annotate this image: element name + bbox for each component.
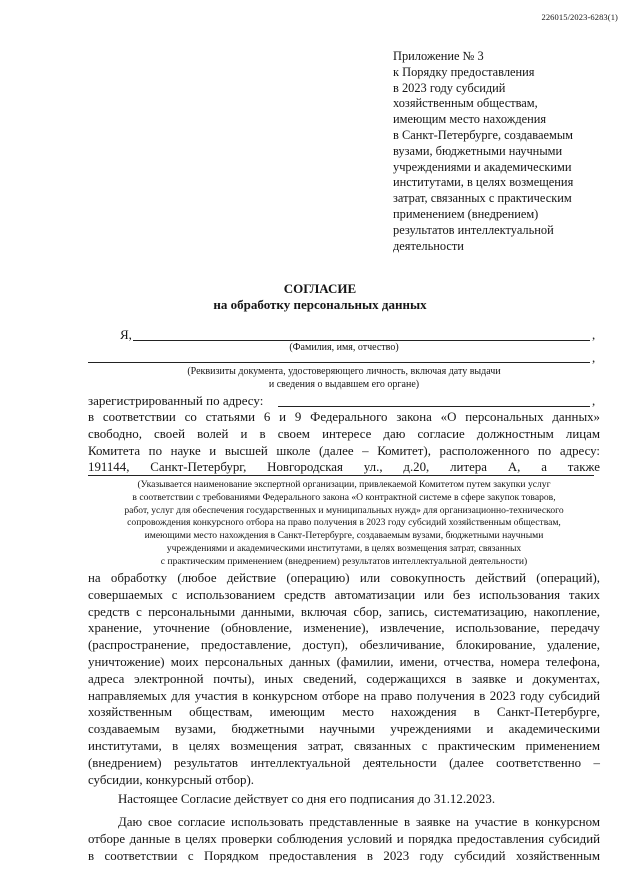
annex-line: учреждениями и академическими <box>393 159 572 174</box>
title-main: СОГЛАСИЕ <box>283 281 357 296</box>
paragraph-line: на обработку (любое действие (операцию) или совокупность действий (операций), <box>88 571 600 585</box>
comma: , <box>592 327 596 342</box>
paragraph-line: в соответствии с Порядком предоставления в 2023 году субсидий хозяйственным <box>88 848 600 863</box>
caption-expert-organization <box>88 479 600 569</box>
caption-line: работ, услуг для обеспечения государственных и муниципальных нужд» для организационно-технического <box>124 504 564 516</box>
paragraph-line: Настоящее Согласие действует со дня его подписания до 31.12.2023. <box>118 792 496 806</box>
document-fill-line[interactable] <box>88 362 590 363</box>
paragraph-line: уничтожение) моих персональных данных (фамилии, имени, отчества, номера телефона, <box>88 654 600 669</box>
paragraph-line: создаваемым вузами, бюджетными научными учреждениями и академическими <box>88 722 600 737</box>
annex-line: применением (внедрением) <box>393 206 539 221</box>
caption-line: в соответствии с требованиями Федерального закона «О контрактной системе в сфере закупок товаров, <box>132 491 556 503</box>
document-number: 226015/2023-6283(1) <box>541 12 618 22</box>
paragraph-line: хозяйственным обществам, имеющим место нахождения в Санкт-Петербурге, <box>88 705 600 720</box>
comma: , <box>592 393 596 408</box>
i-label: Я, <box>120 327 132 342</box>
caption-name: (Фамилия, имя, отчество) <box>289 342 399 353</box>
address-label: зарегистрированный по адресу: <box>88 393 264 408</box>
caption-line: учреждениями и академическими институтами, в целях возмещения затрат, связанных <box>166 542 522 554</box>
annex-line: затрат, связанных с практическим <box>393 191 572 206</box>
address-fill-line[interactable] <box>278 406 590 407</box>
caption-document-line: и сведения о выдавшем его органе) <box>268 379 420 391</box>
annex-line: институтами, в целях возмещения <box>393 175 574 190</box>
paragraph-line: отборе данные в целях проверки соблюдения условий и порядка предоставления субсидий <box>88 831 600 846</box>
title-sub: на обработку персональных данных <box>213 297 427 312</box>
document-title <box>0 281 640 313</box>
paragraph-line: совершаемых с использованием средств автоматизации или без использования таких <box>88 587 600 602</box>
caption-line: имеющими место нахождения в Санкт-Петербурге, создаваемым вузами, бюджетными научными <box>144 530 544 542</box>
paragraph-consent-intro <box>88 409 600 476</box>
expert-org-fill-line[interactable] <box>88 475 594 476</box>
paragraph-line: Даю свое согласие использовать представленные в заявке на участие в конкурсном <box>118 815 600 829</box>
comma: , <box>592 350 596 365</box>
paragraph-line: 191144, Санкт-Петербург, Новгородская ул., д.20, литера А, а также <box>88 460 600 475</box>
paragraph-validity <box>88 791 600 808</box>
paragraph-line: (внедрением) результатов интеллектуальной деятельности (далее соответственно – <box>88 755 600 770</box>
paragraph-line: в соответствии со статьями 6 и 9 Федерального закона «О персональных данных» <box>88 410 600 424</box>
annex-line: Приложение № 3 <box>393 49 484 63</box>
annex-line: деятельности <box>393 238 464 253</box>
annex-line: вузами, бюджетными научными <box>393 143 563 158</box>
annex-line: имеющим место нахождения <box>393 112 547 127</box>
paragraph-line: субсидии, конкурсный отбор). <box>88 772 255 787</box>
paragraph-line: адреса электронной почты), иных сведений, содержащихся в заявке и документах, <box>88 671 600 686</box>
paragraph-processing-scope <box>88 570 600 788</box>
paragraph-line: институтами, в целях возмещения затрат, связанных с практическим применением <box>88 738 600 753</box>
paragraph-line: свободно, своей волей и в своем интересе даю согласие должностным лицам <box>88 426 600 441</box>
paragraph-line: направляемых для участия в конкурсном отборе на право получения в 2023 году субсидий <box>88 688 600 703</box>
annex-line: результатов интеллектуальной <box>393 222 554 237</box>
annex-line: в Санкт-Петербурге, создаваемым <box>393 127 573 142</box>
caption-line: сопровождения конкурсного отбора на право получения в 2023 году субсидий хозяйственным обществам, <box>127 517 561 529</box>
annex-line: в 2023 году субсидий <box>393 80 506 95</box>
annex-line: хозяйственным обществам, <box>393 96 538 111</box>
paragraph-line: средств с персональными данными, включая сбор, запись, систематизацию, накопление, <box>88 604 600 619</box>
annex-line: к Порядку предоставления <box>393 64 535 79</box>
paragraph-line: (распространение, предоставление, доступ), обезличивание, блокирование, удаление, <box>88 638 600 653</box>
paragraph-data-usage <box>88 814 600 864</box>
caption-line: (Указывается наименование экспертной организации, привлекаемой Комитетом путем закупки услуг <box>137 479 551 490</box>
annex-block <box>393 49 623 254</box>
caption-document <box>88 365 600 391</box>
caption-document-line: (Реквизиты документа, удостоверяющего личность, включая дату выдачи <box>187 366 501 377</box>
paragraph-line: Комитета по науке и высшей школе (далее – Комитет), расположенного по адресу: <box>88 443 600 458</box>
paragraph-line: хранение, уточнение (обновление, изменение), извлечение, использование, передачу <box>88 621 600 636</box>
caption-line: с практическим применением (внедрением) результатов интеллектуальной деятельности) <box>160 555 528 567</box>
